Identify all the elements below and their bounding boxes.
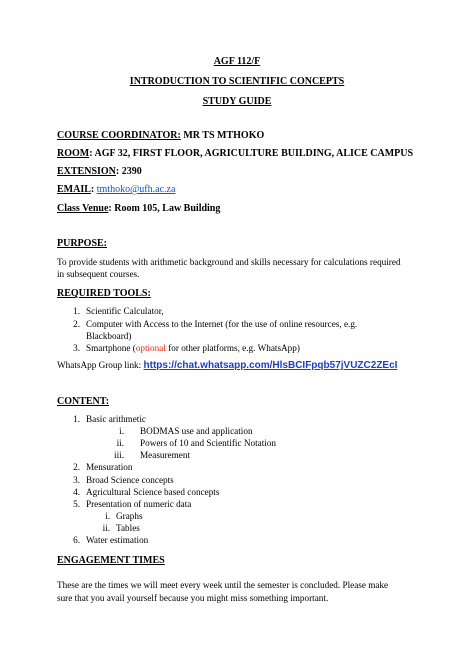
content-subnumber: ii.: [102, 522, 110, 533]
content-item: Basic arithmetic: [86, 414, 146, 424]
content-number: 2.: [73, 462, 80, 473]
email-line: [57, 184, 175, 195]
content-number: 6.: [73, 535, 80, 545]
content-subnumber: i.: [119, 426, 124, 437]
content-heading: CONTENT:: [57, 396, 110, 407]
email-colon: :: [90, 184, 97, 195]
engagement-heading: ENGAGEMENT TIMES: [57, 555, 165, 566]
purpose-heading: PURPOSE:: [57, 238, 107, 249]
content-subnumber: ii.: [116, 438, 124, 449]
content-number: 3.: [73, 474, 80, 485]
tool-number: 2.: [73, 319, 80, 329]
whatsapp-link[interactable]: https://chat.whatsapp.com/HlsBCIFpqb57jVUZC2ZEcI: [143, 360, 398, 371]
coordinator-line: [57, 130, 264, 141]
tool-number: 3.: [73, 343, 80, 353]
content-item: Broad Science concepts: [86, 474, 174, 485]
extension-value: : 2390: [115, 166, 142, 177]
tools-heading: REQUIRED TOOLS:: [57, 288, 151, 299]
tool-text-post: for other platforms, e.g. WhatsApp): [165, 343, 300, 353]
whatsapp-line: [57, 360, 397, 371]
content-subitem: Measurement: [140, 450, 191, 461]
document-title: INTRODUCTION TO SCIENTIFIC CONCEPTS: [129, 76, 345, 87]
venue-label: Class Venue: [57, 203, 109, 214]
coordinator-value: MR TS MTHOKO: [180, 130, 265, 141]
tool-text-pre: Smartphone (: [86, 343, 136, 353]
room-line: [57, 148, 413, 159]
purpose-text-line2: in subsequent courses.: [57, 269, 140, 279]
content-subnumber: i.: [105, 510, 110, 521]
engagement-text-line1: These are the times we will meet every week until the semester is concluded. Please make: [57, 580, 389, 590]
venue-value: : Room 105, Law Building: [108, 203, 221, 214]
content-item: Presentation of numeric data: [86, 498, 192, 509]
content-number: 1.: [73, 414, 80, 424]
engagement-text-line2: sure that you avail yourself because you might miss something important.: [57, 593, 329, 603]
email-label: EMAIL: [57, 184, 91, 195]
content-subitem: Graphs: [116, 510, 143, 521]
content-subnumber: iii.: [114, 450, 124, 461]
content-subitem: Powers of 10 and Scientific Notation: [140, 438, 277, 449]
whatsapp-label: WhatsApp Group link:: [57, 360, 144, 370]
extension-line: [57, 166, 142, 177]
room-value: : AGF 32, FIRST FLOOR, AGRICULTURE BUILDING, ALICE CAMPUS: [89, 148, 414, 159]
content-number: 5.: [73, 498, 80, 509]
email-link[interactable]: tmthoko@ufh.ac.za: [96, 184, 176, 195]
content-number: 4.: [73, 486, 80, 497]
content-item: Water estimation: [86, 535, 149, 545]
extension-label: EXTENSION: [57, 166, 116, 177]
tool-item: Scientific Calculator,: [86, 306, 164, 316]
document-subtitle: STUDY GUIDE: [202, 96, 272, 107]
tool-number: 1.: [73, 306, 80, 316]
content-subitem: BODMAS use and application: [140, 426, 253, 437]
optional-label: optional: [135, 343, 166, 353]
purpose-text-line1: To provide students with arithmetic background and skills necessary for calculations required: [57, 257, 401, 267]
venue-line: [57, 203, 220, 214]
content-item: Mensuration: [86, 462, 133, 473]
room-label: ROOM: [57, 148, 90, 159]
tool-item-smartphone: [86, 343, 300, 353]
coordinator-label: COURSE COORDINATOR:: [57, 130, 181, 141]
tool-item-continuation: Blackboard): [86, 331, 132, 341]
content-subitem: Tables: [116, 522, 140, 533]
content-item: Agricultural Science based concepts: [86, 486, 220, 497]
tool-item: Computer with Access to the Internet (for the use of online resources, e.g.: [86, 319, 358, 329]
course-code: AGF 112/F: [213, 56, 261, 67]
